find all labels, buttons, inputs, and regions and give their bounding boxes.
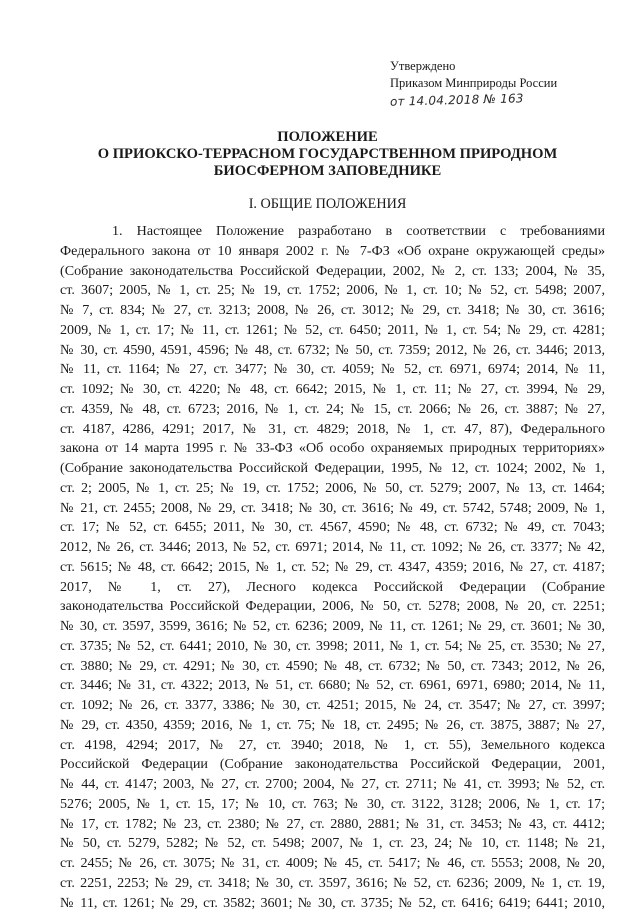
approval-line-approved: Утверждено [390, 58, 557, 75]
paragraph-line: № 17, ст. 1782; № 23, ст. 2380; № 27, ст. 2880, 2881; № 31, ст. 3453; № 43, ст. 4412; [60, 815, 605, 835]
approval-date-number: от 14.04.2018 № 163 [390, 90, 524, 110]
paragraph-line: Российской Федерации (Собрание законодательства Российской Федерации, 2001, [60, 755, 605, 775]
paragraph-line: ст. 5615; № 48, ст. 6642; 2015, № 1, ст. 52; № 29, ст. 4347, 4359; 2016, № 27, ст. 4187; [60, 558, 605, 578]
title-line-3: БИОСФЕРНОМ ЗАПОВЕДНИКЕ [60, 163, 595, 180]
paragraph-line: № 30, ст. 3597, 3599, 3616; № 52, ст. 6236; 2009, № 11, ст. 1261; № 29, ст. 3601; № 30, [60, 617, 605, 637]
paragraph-line: ст. 3880; № 29, ст. 4291; № 30, ст. 4590; № 48, ст. 6732; № 50, ст. 7343; 2012, № 26, [60, 657, 605, 677]
paragraph-line: 2012, № 26, ст. 3446; 2013, № 52, ст. 6971; 2014, № 11, ст. 1092; № 26, ст. 3377; № 42, [60, 538, 605, 558]
title-line-1: ПОЛОЖЕНИЕ [60, 129, 595, 146]
title-line-2: О ПРИОКСКО-ТЕРРАСНОМ ГОСУДАРСТВЕННОМ ПРИРОДНОМ [60, 146, 595, 163]
paragraph-line: № 50, ст. 5279, 5282; № 52, ст. 5498; 2007, № 1, ст. 23, 24; № 10, ст. 1148; № 21, [60, 834, 605, 854]
paragraph-line: № 44, ст. 4147; 2003, № 27, ст. 2700; 2004, № 27, ст. 2711; № 41, ст. 3993; № 52, ст. [60, 775, 605, 795]
paragraph-line: 2009, № 1, ст. 17; № 11, ст. 1261; № 52, ст. 6450; 2011, № 1, ст. 54; № 29, ст. 4281; [60, 321, 605, 341]
paragraph-line: ст. 4187, 4286, 4291; 2017, № 31, ст. 4829; 2018, № 1, ст. 47, 87), Федерального [60, 420, 605, 440]
paragraph-line: 5276; 2005, № 1, ст. 15, 17; № 10, ст. 763; № 30, ст. 3122, 3128; 2006, № 1, ст. 17; [60, 795, 605, 815]
paragraph-line: № 7, ст. 834; № 27, ст. 3213; 2008, № 26, ст. 3012; № 29, ст. 3418; № 30, ст. 3616; [60, 301, 605, 321]
paragraph-line: ст. 4359, № 48, ст. 6723; 2016, № 1, ст. 24; № 15, ст. 2066; № 26, ст. 3887; № 27, [60, 400, 605, 420]
paragraph-line: ст. 3735; № 52, ст. 6441; 2010, № 30, ст. 3998; 2011, № 1, ст. 54; № 25, ст. 3530; № 27, [60, 637, 605, 657]
approval-line-order: Приказом Минприроды России [390, 75, 557, 92]
paragraph-line: закона от 14 марта 1995 г. № 33-ФЗ «Об особо охраняемых природных территориях» [60, 439, 605, 459]
paragraph-line: Федерального закона от 10 января 2002 г. № 7-ФЗ «Об охране окружающей среды» [60, 242, 605, 262]
paragraph-line: (Собрание законодательства Российской Федерации, 2002, № 2, ст. 133; 2004, № 35, [60, 262, 605, 282]
paragraph-line: № 29, ст. 4350, 4359; 2016, № 1, ст. 75; № 18, ст. 2495; № 26, ст. 3875, 3887; № 27, [60, 716, 605, 736]
paragraph-line: ст. 17; № 52, ст. 6455; 2011, № 30, ст. 4567, 4590; № 48, ст. 6732; № 49, ст. 7043; [60, 518, 605, 538]
paragraph-line: ст. 1092; № 26, ст. 3377, 3386; № 30, ст. 4251; 2015, № 24, ст. 3547; № 27, ст. 3997; [60, 696, 605, 716]
paragraph-line: ст. 4198, 4294; 2017, № 27, ст. 3940; 2018, № 1, ст. 55), Земельного кодекса [60, 736, 605, 756]
paragraph-line: законодательства Российской Федерации, 2006, № 50, ст. 5278; 2008, № 20, ст. 2251; [60, 597, 605, 617]
paragraph-line: ст. 3446; № 31, ст. 4322; 2013, № 51, ст. 6680; № 52, ст. 6961, 6971, 6980; 2014, № 11, [60, 676, 605, 696]
paragraph-line: ст. 3607; 2005, № 1, ст. 25; № 19, ст. 1752; 2006, № 1, ст. 10; № 52, ст. 5498; 2007, [60, 281, 605, 301]
paragraph-line: ст. 1092; № 30, ст. 4220; № 48, ст. 6642; 2015, № 1, ст. 11; № 27, ст. 3994, № 29, [60, 380, 605, 400]
paragraph-line: № 21, ст. 2455; 2008, № 29, ст. 3418; № 30, ст. 3616; № 49, ст. 5742, 5748; 2009, № 1, [60, 499, 605, 519]
paragraph-line: ст. 2; 2005, № 1, ст. 25; № 19, ст. 1752; 2006, № 50, ст. 5279; 2007, № 13, ст. 1464; [60, 479, 605, 499]
paragraph-line: 2017, № 1, ст. 27), Лесного кодекса Российской Федерации (Собрание [60, 578, 605, 598]
paragraph-line: ст. 2455; № 26, ст. 3075; № 31, ст. 4009; № 45, ст. 5417; № 46, ст. 5553; 2008, № 20, [60, 854, 605, 874]
section-heading: I. ОБЩИЕ ПОЛОЖЕНИЯ [60, 196, 595, 213]
paragraph-line: (Собрание законодательства Российской Федерации, 1995, № 12, ст. 1024; 2002, № 1, [60, 459, 605, 479]
approval-stamp [390, 58, 557, 109]
paragraph-line: № 11, ст. 1164; № 27, ст. 3477; № 30, ст. 4059; № 52, ст. 6971, 6974; 2014, № 11, [60, 360, 605, 380]
document-title [60, 129, 595, 180]
paragraph-1 [60, 222, 605, 913]
paragraph-line: ст. 2251, 2253; № 29, ст. 3418; № 30, ст. 3597, 3616; № 52, ст. 6236; 2009, № 1, ст. 19, [60, 874, 605, 894]
paragraph-line: № 11, ст. 1261; № 29, ст. 3582; 3601; № 30, ст. 3735; № 52, ст. 6416; 6419; 6441; 2010, [60, 894, 605, 913]
paragraph-line: № 30, ст. 4590, 4591, 4596; № 48, ст. 6732; № 50, ст. 7359; 2012, № 26, ст. 3446; 2013, [60, 341, 605, 361]
paragraph-line: 1. Настоящее Положение разработано в соответствии с требованиями [60, 222, 605, 242]
